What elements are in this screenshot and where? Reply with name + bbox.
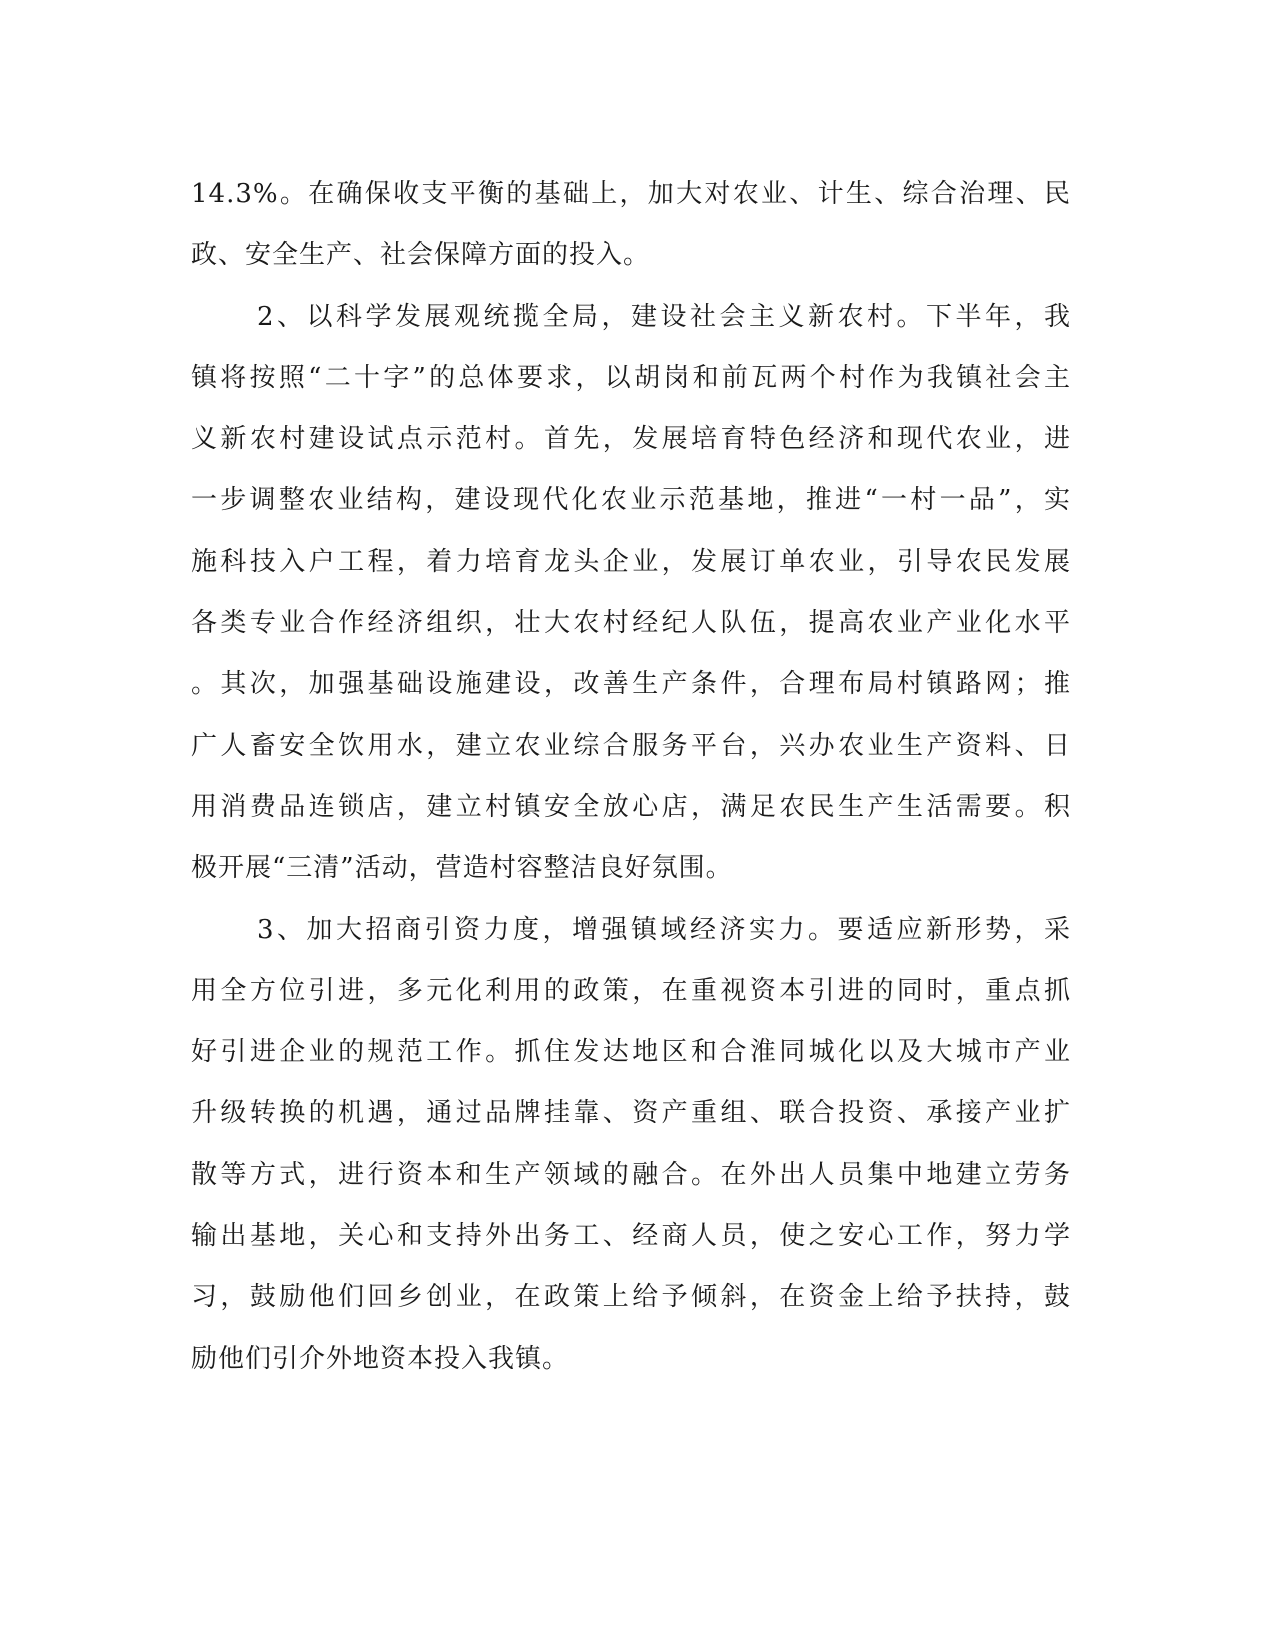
text-line: 义新农村建设试点示范村。首先，发展培育特色经济和现代农业，进 bbox=[191, 424, 1071, 455]
text-line: 2、以科学发展观统揽全局，建设社会主义新农村。下半年，我 bbox=[257, 301, 1071, 332]
text-line: 政、安全生产、社会保障方面的投入。 bbox=[191, 240, 651, 271]
paragraph-investment bbox=[191, 900, 1071, 1390]
paragraph-budget-continuation bbox=[191, 164, 1071, 287]
text-line: 极开展“三清”活动，营造村容整洁良好氛围。 bbox=[191, 853, 733, 884]
text-line: 各类专业合作经济组织，壮大农村经纪人队伍，提高农业产业化水平 bbox=[191, 608, 1071, 639]
text-line: 散等方式，进行资本和生产领域的融合。在外出人员集中地建立劳务 bbox=[191, 1159, 1071, 1190]
paragraph-new-countryside bbox=[191, 287, 1071, 900]
text-line: 用全方位引进，多元化利用的政策，在重视资本引进的同时，重点抓 bbox=[191, 975, 1071, 1006]
text-line: 励他们引介外地资本投入我镇。 bbox=[191, 1343, 570, 1374]
text-line: 施科技入户工程，着力培育龙头企业，发展订单农业，引导农民发展 bbox=[191, 546, 1071, 577]
text-line: 用消费品连锁店，建立村镇安全放心店，满足农民生产生活需要。积 bbox=[191, 791, 1071, 822]
text-line: 3、加大招商引资力度，增强镇域经济实力。要适应新形势，采 bbox=[257, 914, 1071, 945]
text-line: 习，鼓励他们回乡创业，在政策上给予倾斜，在资金上给予扶持，鼓 bbox=[191, 1282, 1071, 1313]
text-line: 升级转换的机遇，通过品牌挂靠、资产重组、联合投资、承接产业扩 bbox=[191, 1098, 1071, 1129]
text-line: 广人畜安全饮用水，建立农业综合服务平台，兴办农业生产资料、日 bbox=[191, 730, 1071, 761]
text-line: 镇将按照“二十字”的总体要求，以胡岗和前瓦两个村作为我镇社会主 bbox=[191, 362, 1071, 393]
body-text bbox=[191, 164, 1071, 1390]
text-line: 。其次，加强基础设施建设，改善生产条件，合理布局村镇路网；推 bbox=[191, 669, 1071, 700]
text-line: 好引进企业的规范工作。抓住发达地区和合淮同城化以及大城市产业 bbox=[191, 1037, 1071, 1068]
text-line: 输出基地，关心和支持外出务工、经商人员，使之安心工作，努力学 bbox=[191, 1221, 1071, 1252]
text-line: 一步调整农业结构，建设现代化农业示范基地，推进“一村一品”，实 bbox=[191, 485, 1071, 516]
text-line: 14.3%。在确保收支平衡的基础上，加大对农业、计生、综合治理、民 bbox=[191, 179, 1071, 209]
